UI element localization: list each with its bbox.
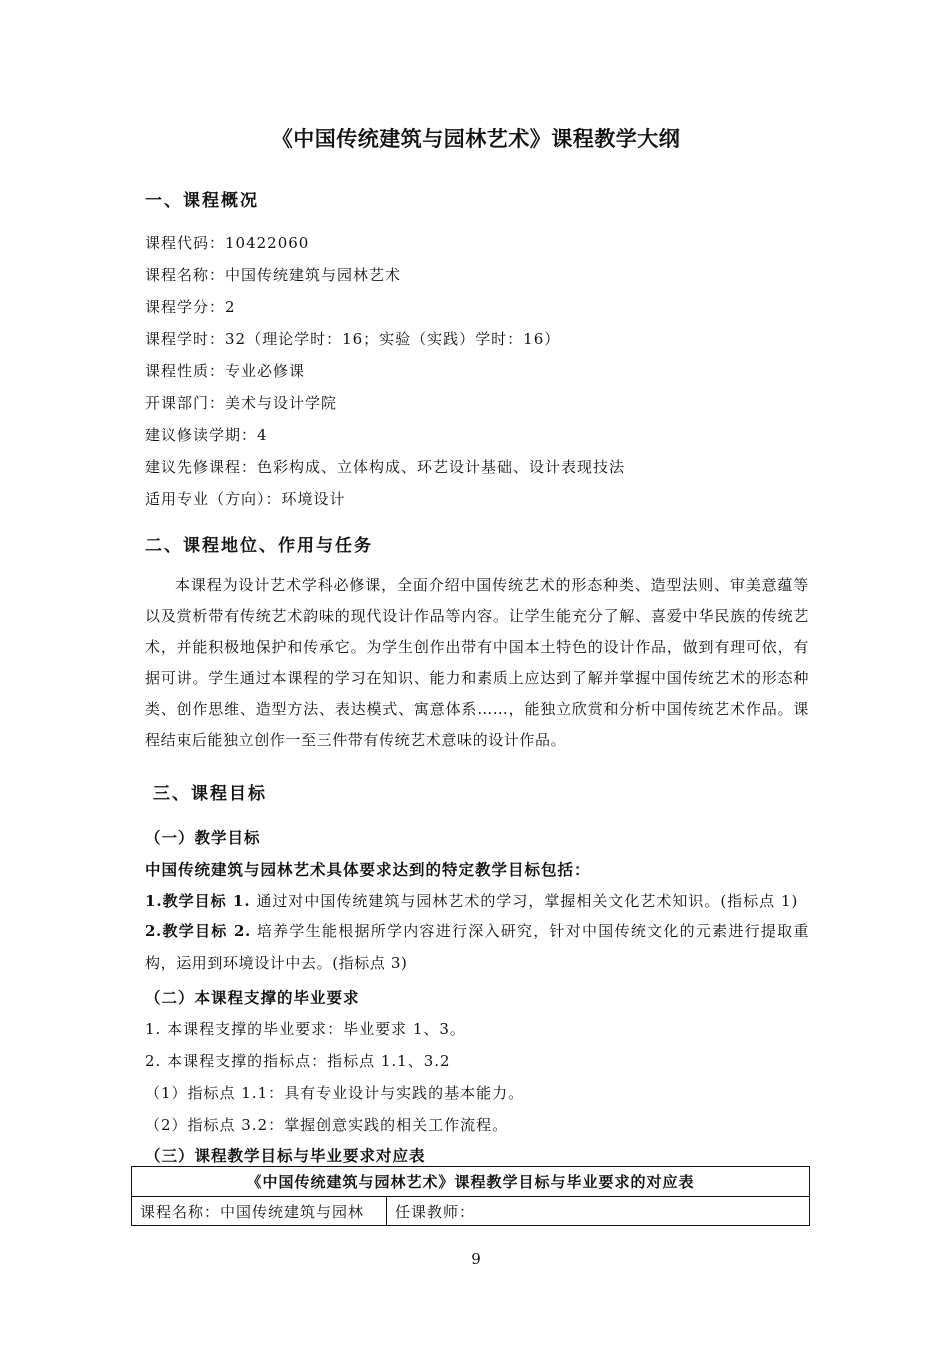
subheading-mapping-table: （三）课程教学目标与毕业要求对应表 xyxy=(145,1146,426,1165)
page-number: 9 xyxy=(471,1250,481,1268)
goal-1-label: 1.教学目标 1. xyxy=(145,892,251,910)
position-paragraph xyxy=(145,570,809,756)
prerequisite-line: 建议先修课程：色彩构成、立体构成、环艺设计基础、设计表现技法 xyxy=(145,458,626,476)
subheading-teaching-goals: （一）教学目标 xyxy=(145,828,261,847)
goal-2-text: 培养学生能根据所学内容进行深入研究，针对中国传统文化的元素进行提取重构，运用到环境设计中去。(指标点 3) xyxy=(145,922,809,972)
semester-line: 建议修读学期：4 xyxy=(145,426,268,444)
table-row xyxy=(132,1197,810,1226)
position-paragraph-text: 本课程为设计艺术学科必修课，全面介绍中国传统艺术的形态种类、造型法则、审美意蕴等以及赏析带有传统艺术韵味的现代设计作品等内容。让学生能充分了解、喜爱中华民族的传统艺术，并能积极地保护和传承它。为学生创作出带有中国本土特色的设计作品，做到有理可依，有据可讲。学生通过本课程的学习在知识、能力和素质上应达到了解并掌握中国传统艺术的形态种类、创作思维、造型方法、表达模式、寓意体系……，能独立欣赏和分析中国传统艺术作品。课程结束后能独立创作一至三件带有传统艺术意味的设计作品。 xyxy=(145,576,809,749)
goal-2 xyxy=(145,915,809,979)
course-code-line: 课程代码：10422060 xyxy=(145,234,310,252)
course-hours-line: 课程学时：32（理论学时：16；实验（实践）学时：16） xyxy=(145,330,561,348)
goal-1 xyxy=(145,890,798,911)
page-title: 《中国传统建筑与园林艺术》课程教学大纲 xyxy=(271,126,681,151)
indicator-line-2: （2）指标点 3.2：掌握创意实践的相关工作流程。 xyxy=(145,1116,509,1134)
subheading-graduation-requirements: （二）本课程支撑的毕业要求 xyxy=(145,988,360,1007)
department-line: 开课部门：美术与设计学院 xyxy=(145,394,338,412)
table-title-cell: 《中国传统建筑与园林艺术》课程教学目标与毕业要求的对应表 xyxy=(132,1167,810,1197)
section-heading-position: 二、课程地位、作用与任务 xyxy=(145,536,373,556)
requirement-line-2: 2. 本课程支撑的指标点：指标点 1.1、3.2 xyxy=(145,1052,451,1070)
section-heading-overview: 一、课程概况 xyxy=(145,191,259,211)
indicator-line-1: （1）指标点 1.1：具有专业设计与实践的基本能力。 xyxy=(145,1084,525,1102)
requirement-line-1: 1. 本课程支撑的毕业要求：毕业要求 1、3。 xyxy=(145,1020,466,1038)
course-nature-line: 课程性质：专业必修课 xyxy=(145,362,306,380)
course-name-cell: 课程名称：中国传统建筑与园林 xyxy=(132,1197,387,1226)
teacher-cell: 任课教师： xyxy=(387,1197,810,1226)
teaching-goals-intro: 中国传统建筑与园林艺术具体要求达到的特定教学目标包括： xyxy=(145,860,591,879)
goal-1-text: 通过对中国传统建筑与园林艺术的学习，掌握相关文化艺术知识。(指标点 1) xyxy=(250,892,799,910)
course-credit-line: 课程学分：2 xyxy=(145,298,236,316)
course-name-line: 课程名称：中国传统建筑与园林艺术 xyxy=(145,266,402,284)
goal-2-label: 2.教学目标 2. xyxy=(145,922,251,940)
mapping-table xyxy=(131,1166,810,1226)
table-row xyxy=(132,1167,810,1197)
major-line: 适用专业（方向）：环境设计 xyxy=(145,490,346,508)
section-heading-goals: 三、课程目标 xyxy=(153,784,267,804)
